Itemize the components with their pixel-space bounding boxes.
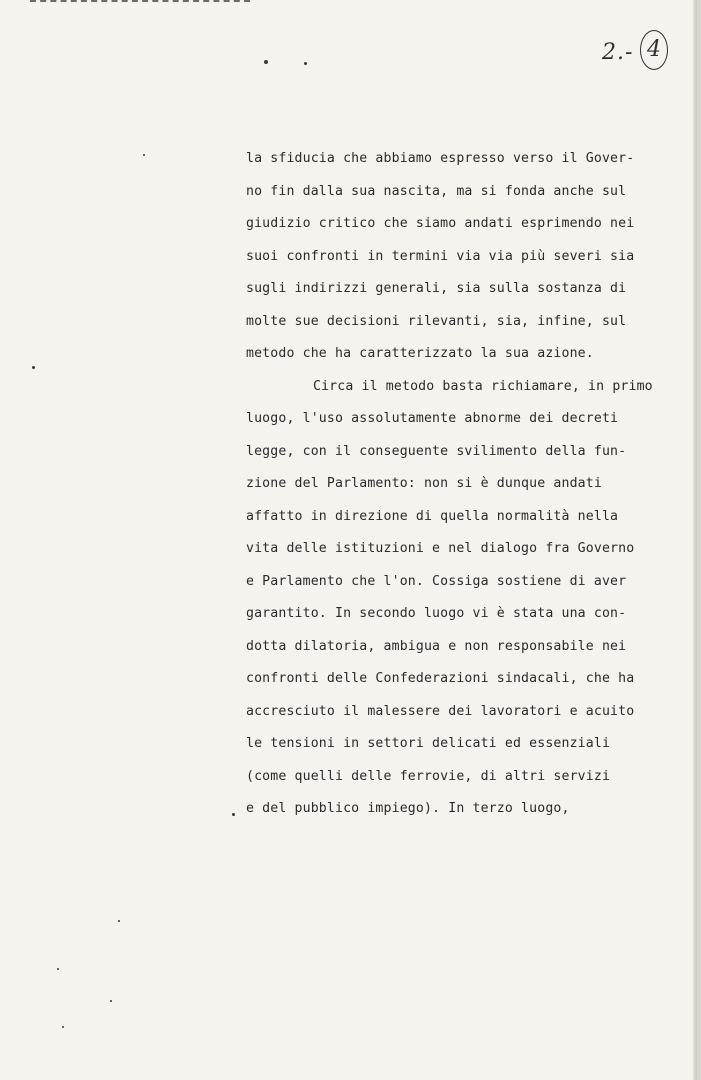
scan-speck (143, 154, 145, 156)
text-line: le tensioni in settori delicati ed essenziali (246, 736, 611, 751)
scan-speck (264, 60, 268, 64)
page-right-edge (693, 0, 697, 1080)
text-line: accresciuto il malessere dei lavoratori e acuito (246, 703, 635, 719)
page-top-edge (30, 0, 250, 4)
page-number-circle (640, 30, 668, 70)
text-line: affatto in direzione di quella normalità nella (246, 508, 619, 524)
text-line: suoi confronti in termini via via più severi sia (246, 248, 635, 264)
scan-speck (57, 968, 59, 970)
scan-speck (110, 1000, 112, 1002)
text-line: e Parlamento che l'on. Cossiga sostiene di aver (246, 573, 627, 589)
handwritten-page-number (596, 34, 676, 78)
scan-speck (232, 813, 235, 816)
text-line: no fin dalla sua nascita, ma si fonda anche sul (246, 183, 627, 199)
scan-speck (32, 366, 35, 369)
scan-speck (304, 62, 307, 65)
text-line: sugli indirizzi generali, sia sulla sostanza di (246, 281, 627, 296)
scan-speck (62, 1026, 64, 1028)
page-number-circled: 4 (647, 37, 662, 62)
typewritten-text (246, 143, 666, 826)
text-line: vita delle istituzioni e nel dialogo fra Governo (246, 541, 635, 556)
scan-speck (118, 920, 120, 922)
text-line: e del pubblico impiego). In terzo luogo, (246, 801, 570, 816)
text-line: la sfiducia che abbiamo espresso verso il Gover- (246, 151, 635, 166)
text-line: metodo che ha caratterizzato la sua azione. (246, 346, 594, 361)
text-line: giudizio critico che siamo andati esprimendo nei (246, 216, 635, 231)
text-line: molte sue decisioni rilevanti, sia, infine, sul (246, 313, 627, 329)
text-line-paragraph-start: Circa il metodo basta richiamare, in primo (313, 378, 653, 394)
text-line: confronti delle Confederazioni sindacali, che ha (246, 671, 635, 686)
text-line: legge, con il conseguente svilimento della fun- (246, 443, 627, 459)
page-number-prefix: 2.- (602, 40, 634, 65)
text-line: luogo, l'uso assolutamente abnorme dei decreti (246, 411, 619, 426)
text-line: (come quelli delle ferrovie, di altri servizi (246, 768, 611, 784)
text-line: zione del Parlamento: non si è dunque andati (246, 476, 602, 491)
text-line: garantito. In secondo luogo vi è stata una con- (246, 606, 627, 621)
text-line: dotta dilatoria, ambigua e non responsabile nei (246, 638, 627, 654)
